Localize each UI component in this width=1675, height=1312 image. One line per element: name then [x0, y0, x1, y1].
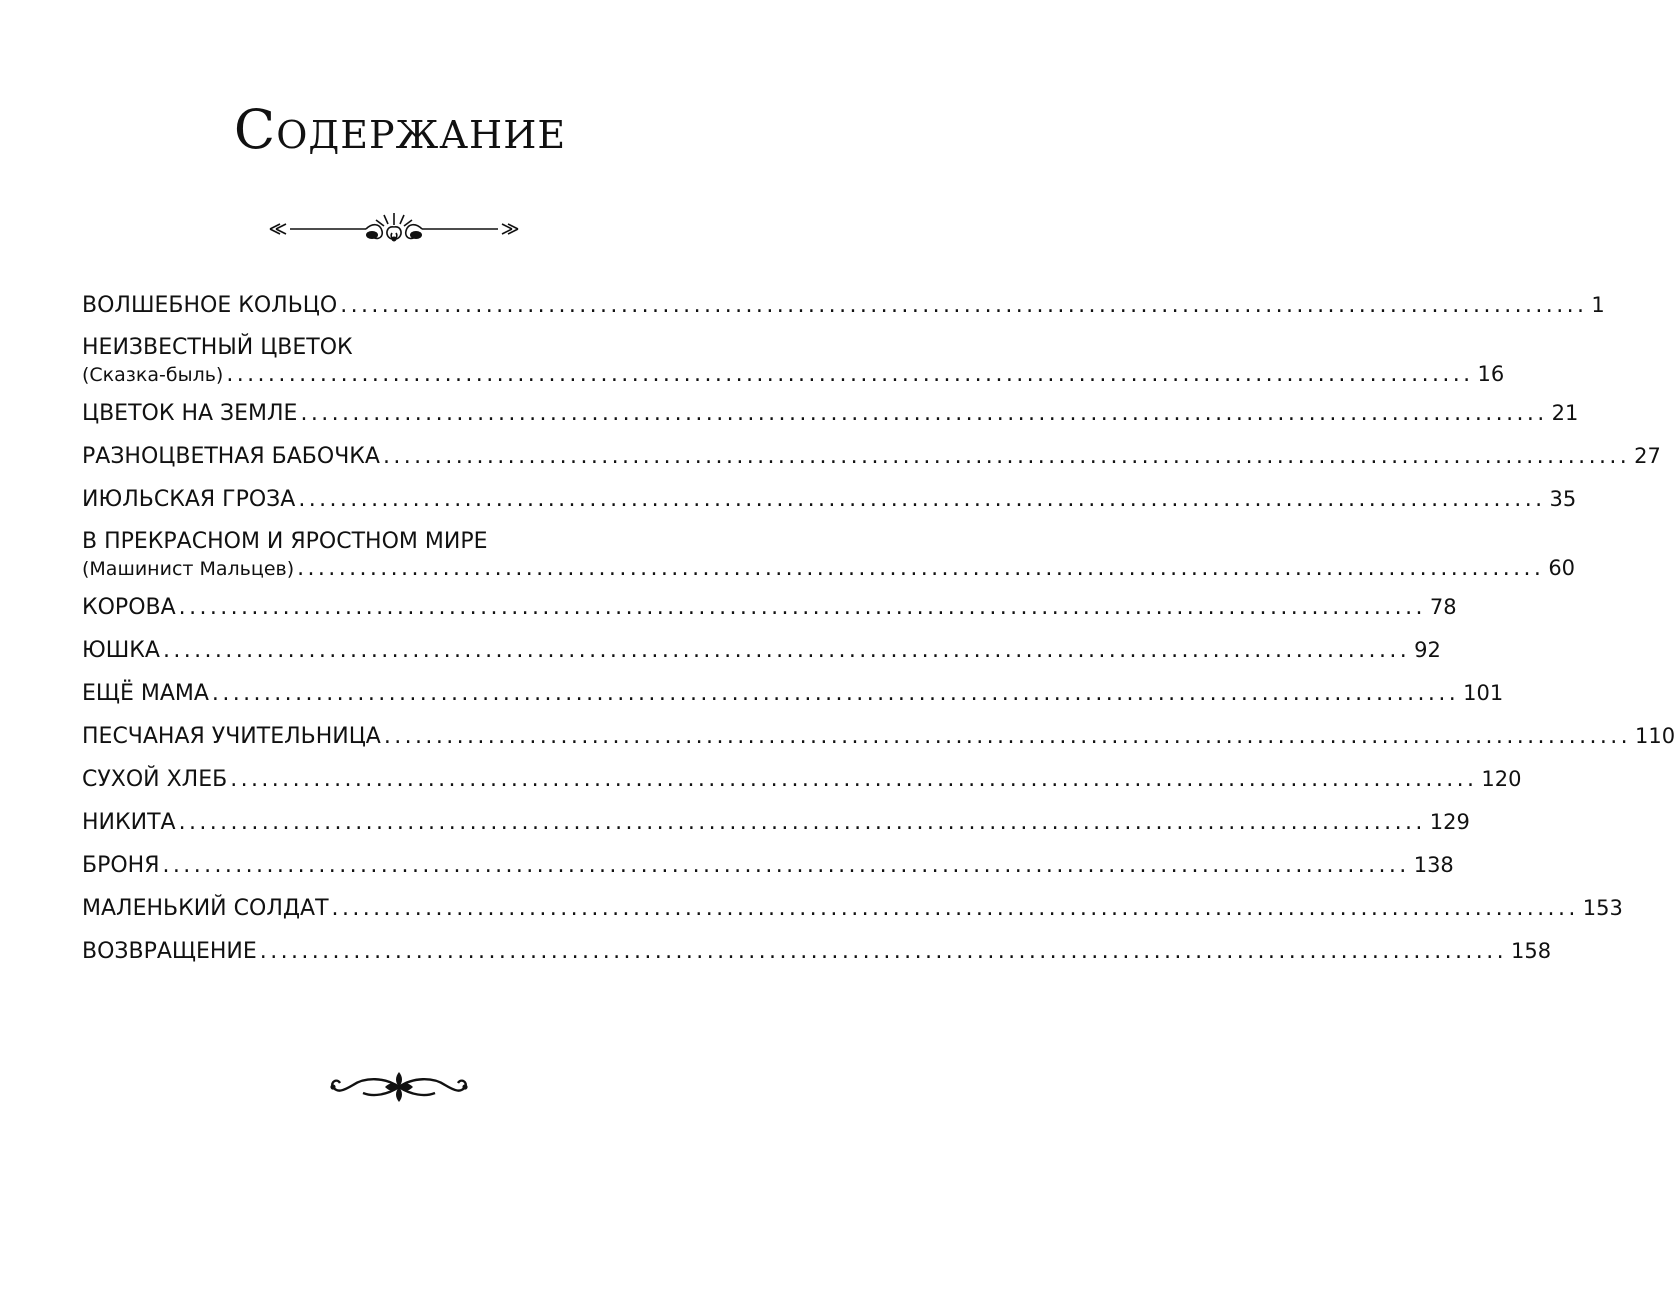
entry-title: БРОНЯ: [82, 853, 160, 878]
table-of-contents: [82, 292, 1675, 981]
entry-title: ВОЛШЕБНОЕ КОЛЬЦО: [82, 293, 338, 318]
page-number: 92: [1414, 638, 1441, 662]
toc-entry[interactable]: [82, 852, 1454, 895]
entry-subtitle: (Сказка-быль): [82, 364, 224, 386]
entry-title: НИКИТА: [82, 810, 176, 835]
toc-entry[interactable]: [82, 766, 1522, 809]
dot-leader: ........................................................................................................................: [178, 595, 1426, 620]
ornament-flourish-icon: [328, 1068, 470, 1106]
entry-title: МАЛЕНЬКИЙ СОЛДАТ: [82, 896, 329, 921]
dot-leader: ........................................................................................................................: [331, 896, 1579, 921]
page-number: 120: [1481, 767, 1522, 791]
entry-title: ЦВЕТОК НА ЗЕМЛЕ: [82, 401, 298, 426]
entry-title: РАЗНОЦВЕТНАЯ БАБОЧКА: [82, 444, 380, 469]
toc-entry[interactable]: [82, 723, 1675, 766]
toc-entry[interactable]: [82, 637, 1441, 680]
entry-title: В ПРЕКРАСНОМ И ЯРОСТНОМ МИРЕ: [82, 529, 488, 554]
entry-title: КОРОВА: [82, 595, 176, 620]
page-number: 21: [1551, 401, 1579, 425]
toc-entry[interactable]: [82, 809, 1470, 852]
toc-entry[interactable]: [82, 443, 1661, 486]
toc-entry[interactable]: [82, 680, 1504, 723]
dot-leader: ........................................................................................................................: [259, 939, 1507, 964]
entry-title: ЕЩЁ МАМА: [82, 681, 209, 706]
toc-entry[interactable]: [82, 292, 1605, 335]
toc-entry[interactable]: [82, 895, 1623, 938]
dot-leader: ........................................................................................................................: [382, 444, 1631, 469]
dot-leader: ........................................................................................................................: [162, 853, 1410, 878]
toc-entry[interactable]: [82, 335, 1505, 400]
entry-title: ПЕСЧАНАЯ УЧИТЕЛЬНИЦА: [82, 724, 381, 749]
dot-leader: ........................................................................................................................: [211, 681, 1460, 706]
page-number: 110: [1635, 724, 1675, 748]
page-number: 60: [1548, 556, 1576, 580]
page-title: Содержание: [233, 98, 567, 161]
entry-title: ЮШКА: [82, 638, 160, 663]
page-number: 27: [1634, 444, 1661, 468]
toc-entry[interactable]: [82, 938, 1552, 981]
toc-entry[interactable]: [82, 594, 1457, 637]
dot-leader: ........................................................................................................................: [162, 638, 1411, 663]
page-number: 16: [1477, 362, 1505, 386]
dot-leader: ........................................................................................................................: [383, 724, 1632, 749]
page-number: 129: [1429, 810, 1470, 834]
page-number: 35: [1549, 487, 1577, 511]
dot-leader: ........................................................................................................................: [178, 810, 1426, 835]
page-number: 138: [1413, 853, 1454, 877]
toc-entry[interactable]: [82, 486, 1577, 529]
entry-title: ИЮЛЬСКАЯ ГРОЗА: [82, 487, 296, 512]
entry-title: НЕИЗВЕСТНЫЙ ЦВЕТОК: [82, 335, 353, 360]
dot-leader: ........................................................................................................................: [298, 487, 1546, 512]
page-number: 158: [1510, 939, 1552, 963]
entry-title: ВОЗВРАЩЕНИЕ: [82, 939, 257, 964]
page-number: 153: [1582, 896, 1623, 920]
toc-entry[interactable]: [82, 400, 1579, 443]
ornament-divider-icon: [266, 205, 522, 247]
dot-leader: ........................................................................................................................: [297, 556, 1545, 581]
toc-entry[interactable]: [82, 529, 1576, 594]
dot-leader: ........................................................................................................................: [230, 767, 1478, 792]
page-number: 1: [1591, 293, 1605, 317]
entry-title: СУХОЙ ХЛЕБ: [82, 767, 228, 792]
page-number: 78: [1429, 595, 1457, 619]
dot-leader: ........................................................................................................................: [226, 362, 1474, 387]
dot-leader: ........................................................................................................................: [340, 293, 1588, 318]
dot-leader: ........................................................................................................................: [300, 401, 1548, 426]
entry-subtitle: (Машинист Мальцев): [82, 558, 295, 580]
page-number: 101: [1463, 681, 1504, 705]
